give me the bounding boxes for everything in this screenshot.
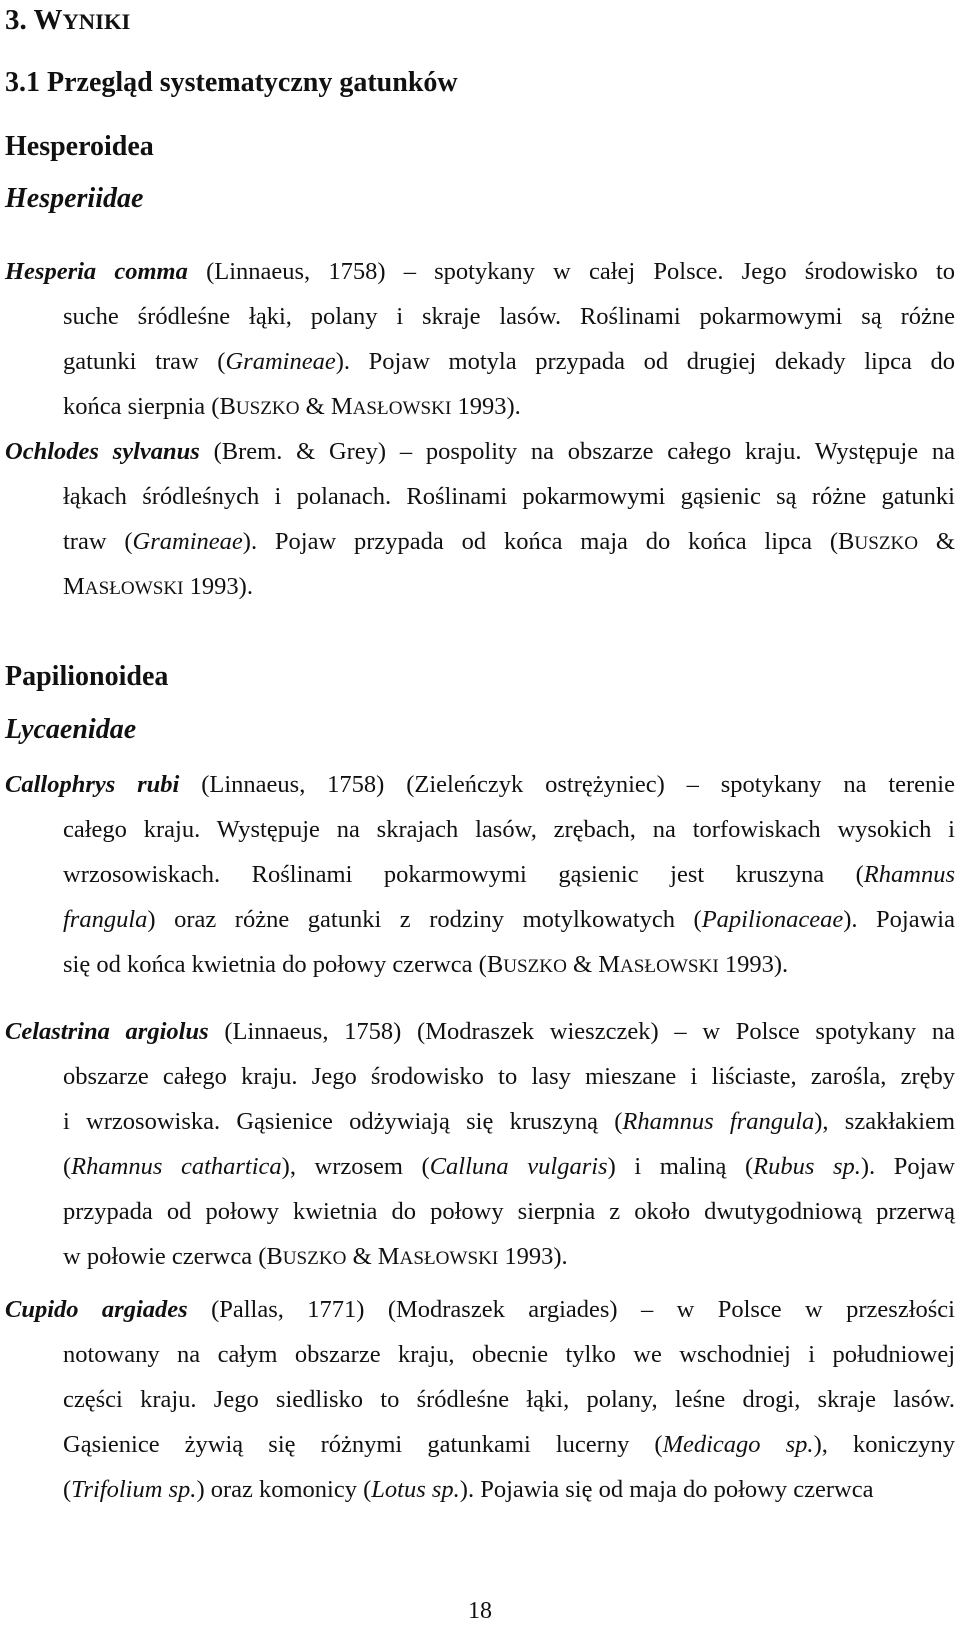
species-text-line	[63, 1152, 955, 1182]
text-run: Gąsienice żywią się różnymi gatunkami lucerny (	[63, 1431, 663, 1458]
species-text-line	[63, 1385, 955, 1415]
text-run: & M	[566, 951, 620, 978]
text-run: (Linnaeus, 1758) (Zieleńczyk ostrężyniec) – spotykany na terenie	[179, 771, 955, 798]
author-name-smallcaps: USZKO	[235, 398, 300, 419]
species-text-line	[63, 302, 955, 332]
text-run: ). Pojaw przypada od końca maja do końca lipca (B	[242, 528, 855, 555]
latin-name: Calluna vulgaris	[429, 1153, 608, 1180]
family-heading: Lycaenidae	[5, 714, 137, 745]
latin-name: Gramineae	[132, 528, 243, 555]
latin-name: Papilionaceae	[701, 906, 844, 933]
species-name: Cupido argiades	[5, 1296, 188, 1323]
text-run: suche śródleśne łąki, polany i skraje lasów. Roślinami pokarmowymi są różne	[63, 303, 955, 330]
subsection-heading: 3.1 Przegląd systematyczny gatunków	[5, 67, 458, 98]
text-run: & M	[346, 1243, 400, 1270]
species-first-line	[5, 257, 955, 287]
text-run: (Linnaeus, 1758) (Modraszek wieszczek) – w Polsce spotykany na	[208, 1018, 955, 1045]
author-name-smallcaps: ASŁOWSKI	[619, 956, 719, 977]
text-run: i wrzosowiska. Gąsienice odżywiają się kruszyną (	[63, 1108, 623, 1135]
text-run: ) oraz komonicy (	[196, 1476, 372, 1503]
family-heading: Hesperiidae	[5, 183, 144, 214]
author-name-smallcaps: ASŁOWSKI	[84, 578, 184, 599]
text-run: (Brem. & Grey) – pospolity na obszarze całego kraju. Występuje na	[199, 438, 955, 465]
latin-name: Gramineae	[225, 348, 336, 375]
text-run: ) i maliną (	[607, 1153, 754, 1180]
latin-name: Rhamnus	[863, 861, 955, 888]
text-run: 1993).	[451, 393, 521, 420]
latin-name: Medicago sp.	[662, 1431, 814, 1458]
species-text-line	[63, 392, 955, 424]
text-run: ), wrzosem (	[281, 1153, 430, 1180]
species-text-line	[63, 950, 955, 982]
superfamily-heading: Hesperoidea	[5, 131, 154, 162]
text-run: traw (	[63, 528, 133, 555]
author-name-smallcaps: USZKO	[282, 1248, 347, 1269]
species-first-line	[5, 770, 955, 800]
text-run: przypada od połowy kwietnia do połowy sierpnia z około dwutygodniową przerwą	[63, 1198, 955, 1225]
latin-name: Lotus sp.	[371, 1476, 460, 1503]
latin-name: Rhamnus cathartica	[71, 1153, 282, 1180]
page-number: 18	[468, 1598, 492, 1624]
text-run: obszarze całego kraju. Jego środowisko to lasy mieszane i liściaste, zarośla, zręby	[63, 1063, 955, 1090]
section-heading	[5, 2, 960, 40]
species-text-line	[63, 1475, 955, 1505]
species-first-line	[5, 1017, 955, 1047]
species-text-line	[63, 860, 955, 890]
text-run: 1993).	[718, 951, 789, 978]
species-text-line	[63, 1430, 955, 1460]
text-run: gatunki traw (	[63, 348, 226, 375]
author-name-smallcaps: ASŁOWSKI	[352, 398, 452, 419]
latin-name: Trifolium sp.	[71, 1476, 197, 1503]
text-run: końca sierpnia (B	[63, 393, 236, 420]
text-run: ). Pojawia	[843, 906, 955, 933]
author-name-smallcaps: USZKO	[503, 956, 567, 977]
text-run: (	[63, 1476, 72, 1503]
text-run: notowany na całym obszarze kraju, obecnie tylko we wschodniej i południowej	[63, 1341, 955, 1368]
text-run: całego kraju. Występuje na skrajach lasów, zrębach, na torfowiskach wysokich i	[63, 816, 955, 843]
text-run: się od końca kwietnia do połowy czerwca (B	[63, 951, 504, 978]
species-name: Ochlodes sylvanus	[5, 438, 200, 465]
text-run: części kraju. Jego siedlisko to śródleśne łąki, polany, leśne drogi, skraje lasów.	[63, 1386, 955, 1413]
author-name-smallcaps: ASŁOWSKI	[399, 1248, 499, 1269]
species-text-line	[63, 815, 955, 845]
species-text-line	[63, 347, 955, 377]
text-run: (Linnaeus, 1758) – spotykany w całej Polsce. Jego środowisko to	[187, 258, 955, 285]
species-text-line	[63, 527, 955, 559]
section-title-rest: YNIKI	[62, 9, 131, 34]
species-text-line	[63, 572, 955, 604]
text-run: ), szakłakiem	[814, 1108, 955, 1135]
text-run: 1993).	[183, 573, 253, 600]
text-run: (	[63, 1153, 72, 1180]
text-run: (Pallas, 1771) (Modraszek argiades) – w Polsce w przeszłości	[187, 1296, 955, 1323]
section-title-initial: W	[33, 4, 63, 36]
species-text-line	[63, 1340, 955, 1370]
species-first-line	[5, 1295, 955, 1325]
species-text-line	[63, 1242, 955, 1274]
text-run: ). Pojaw	[860, 1153, 955, 1180]
species-text-line	[63, 905, 955, 935]
text-run: &	[918, 528, 955, 555]
text-run: ), koniczyny	[813, 1431, 955, 1458]
text-run: M	[63, 573, 85, 600]
text-run: ). Pojawia się od maja do połowy czerwca	[459, 1476, 874, 1503]
species-name: Celastrina argiolus	[5, 1018, 209, 1045]
text-run: ) oraz różne gatunki z rodziny motylkowatych (	[147, 906, 702, 933]
species-name: Callophrys rubi	[5, 771, 180, 798]
species-text-line	[63, 1197, 955, 1227]
text-run: wrzosowiskach. Roślinami pokarmowymi gąsienic jest kruszyna (	[63, 861, 864, 888]
text-run: w połowie czerwca (B	[63, 1243, 283, 1270]
species-text-line	[63, 1062, 955, 1092]
species-text-line	[63, 482, 955, 512]
latin-name: frangula	[63, 906, 148, 933]
species-first-line	[5, 437, 955, 467]
species-text-line	[63, 1107, 955, 1137]
species-name: Hesperia comma	[5, 258, 188, 285]
text-run: łąkach śródleśnych i polanach. Roślinami pokarmowymi gąsienic są różne gatunki	[63, 483, 955, 510]
text-run: 1993).	[498, 1243, 568, 1270]
latin-name: Rubus sp.	[753, 1153, 861, 1180]
author-name-smallcaps: USZKO	[854, 533, 919, 554]
section-number: 3.	[5, 4, 34, 36]
text-run: & M	[299, 393, 353, 420]
text-run: ). Pojaw motyla przypada od drugiej dekady lipca do	[335, 348, 955, 375]
latin-name: Rhamnus frangula	[622, 1108, 815, 1135]
superfamily-heading: Papilionoidea	[5, 661, 169, 692]
